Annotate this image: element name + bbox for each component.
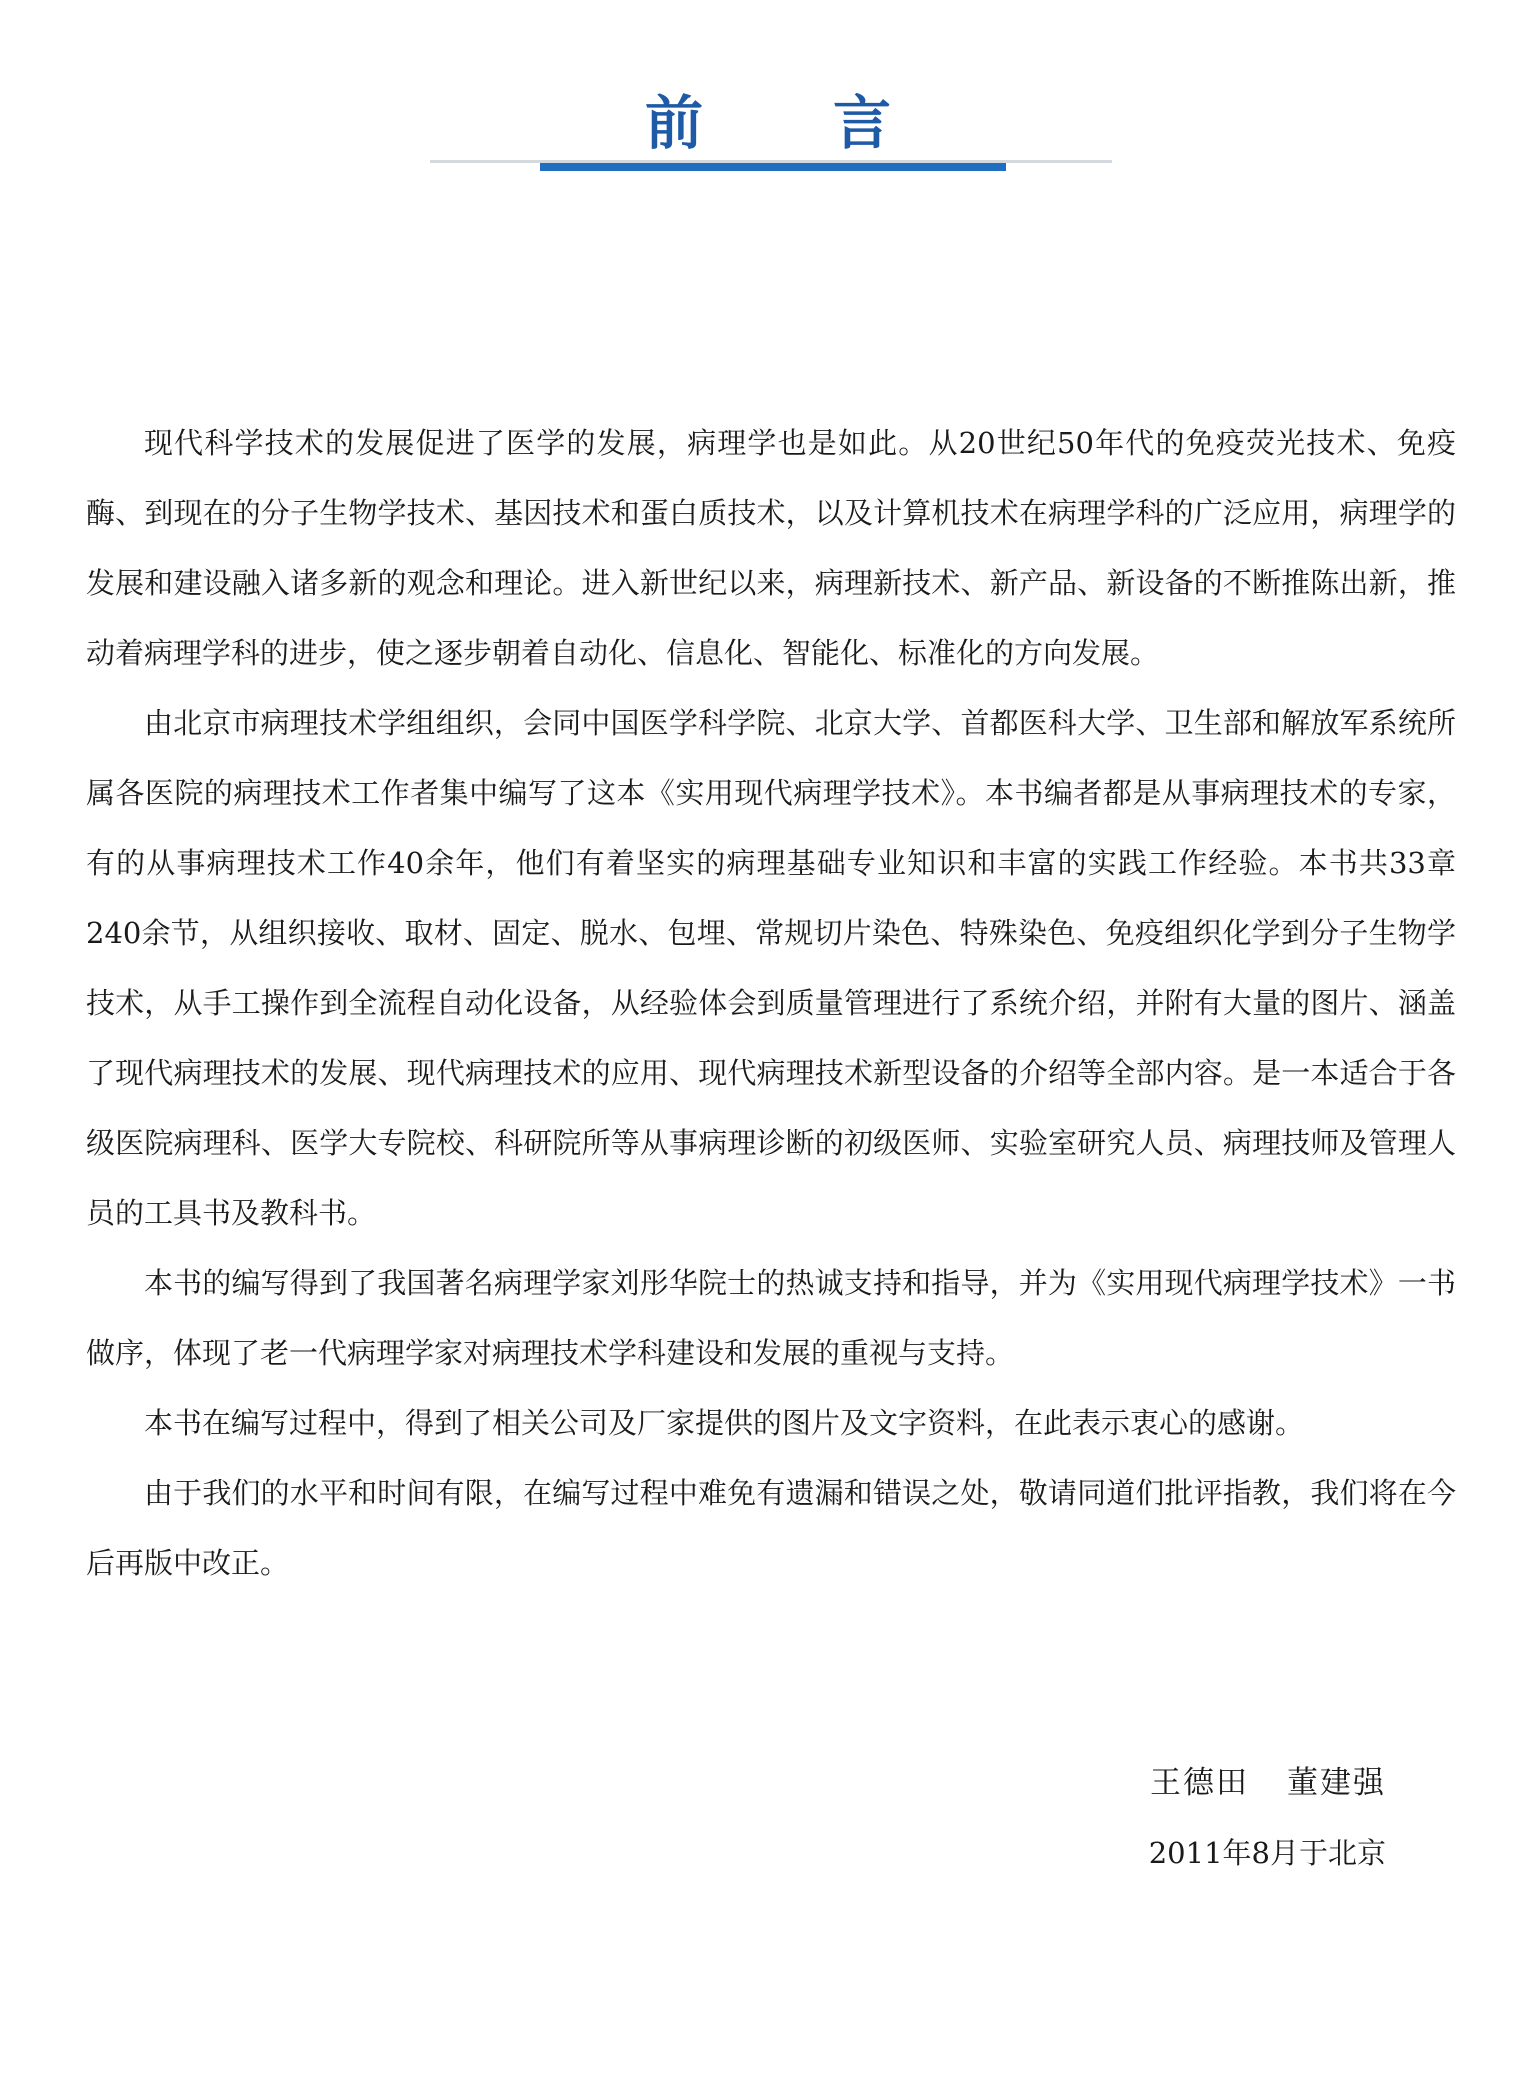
preface-body [86,408,1456,1598]
author-1: 王德田 [1150,1765,1249,1801]
paragraph-3: 本书的编写得到了我国著名病理学家刘彤华院士的热诚支持和指导，并为《实用现代病理学技术》一书做序，体现了老一代病理学家对病理技术学科建设和发展的重视与支持。 [86,1266,1456,1370]
paragraph-5: 由于我们的水平和时间有限，在编写过程中难免有遗漏和错误之处，敬请同道们批评指教，我们将在今后再版中改正。 [86,1476,1456,1580]
paragraph-1: 现代科学技术的发展促进了医学的发展，病理学也是如此。从20世纪50年代的免疫荧光技术、免疫酶、到现在的分子生物学技术、基因技术和蛋白质技术，以及计算机技术在病理学科的广泛应用，病理学的发展和建设融入诸多新的观念和理论。进入新世纪以来，病理新技术、新产品、新设备的不断推陈出新，推动着病理学科的进步，使之逐步朝着自动化、信息化、智能化、标准化的方向发展。 [86,426,1456,670]
signature-date: 2011年8月于北京 [1148,1836,1386,1870]
author-2: 董建强 [1287,1765,1386,1801]
title-char-1: 前 [644,89,703,157]
signature-block [1149,1748,1386,1888]
paragraph-2: 由北京市病理技术学组组织，会同中国医学科学院、北京大学、首都医科大学、卫生部和解放军系统所属各医院的病理技术工作者集中编写了这本《实用现代病理学技术》。本书编者都是从事病理技术的专家，有的从事病理技术工作40余年，他们有着坚实的病理基础专业知识和丰富的实践工作经验。本书共33章240余节，从组织接收、取材、固定、脱水、包埋、常规切片染色、特殊染色、免疫组织化学到分子生物学技术，从手工操作到全流程自动化设备，从经验体会到质量管理进行了系统介绍，并附有大量的图片、涵盖了现代病理技术的发展、现代病理技术的应用、现代病理技术新型设备的介绍等全部内容。是一本适合于各级医院病理科、医学大专院校、科研院所等从事病理诊断的初级医师、实验室研究人员、病理技师及管理人员的工具书及教科书。 [86,706,1456,1230]
title-underline-accent [540,163,1006,171]
author-names [1149,1748,1386,1818]
title-char-2: 言 [833,89,892,157]
paragraph-4: 本书在编写过程中，得到了相关公司及厂家提供的图片及文字资料，在此表示衷心的感谢。 [144,1406,1305,1440]
page-title [0,88,1536,158]
